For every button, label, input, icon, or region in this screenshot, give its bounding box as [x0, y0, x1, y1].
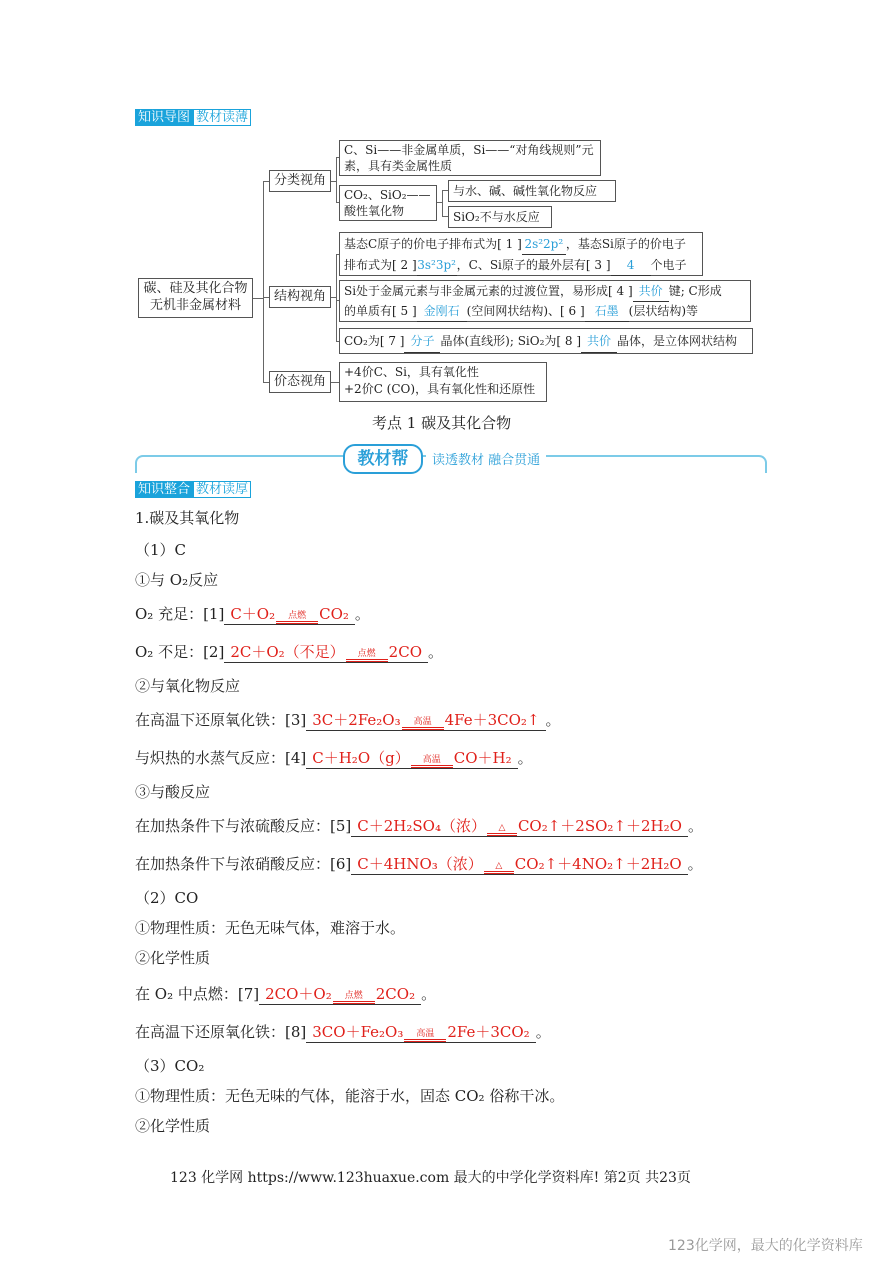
- condition: [487, 824, 517, 836]
- answer-8: 共价: [581, 330, 617, 353]
- cond-text: 高温: [422, 755, 441, 765]
- item-text: 与氧化物反应: [150, 677, 241, 695]
- answer-eq2: [224, 642, 428, 663]
- box-text: SiO₂不与水反应: [453, 210, 540, 224]
- line-steam: 与炽热的水蒸气反应：[4] C＋H₂O（g） 高温 CO＋H₂ 。: [135, 749, 533, 767]
- condition: [346, 650, 388, 662]
- item-oxide-reaction: [135, 676, 240, 696]
- valence-box: [339, 362, 547, 402]
- box-text: CO₂为[ 7 ]: [344, 334, 405, 348]
- branch-label: 结构视角: [274, 289, 327, 304]
- heading-carbon-oxides: 1.碳及其氧化物: [135, 509, 240, 527]
- branch-classify: [269, 170, 331, 192]
- eq-left: 3C＋2Fe₂O₃: [312, 711, 401, 729]
- eq-right: 2CO₂: [375, 985, 416, 1003]
- item-co2-physical: [135, 1086, 564, 1106]
- answer-eq3: [306, 710, 545, 731]
- item-text: 与 O₂反应: [150, 571, 219, 589]
- box-text: C、Si——非金属单质，Si——“对角线规则”元素，具有类金属性质: [344, 143, 594, 173]
- box-text: (空间网状结构)、[ 6 ]: [466, 304, 585, 318]
- item-text: 化学性质: [150, 1117, 211, 1135]
- cond-text: 点燃: [344, 991, 363, 1001]
- answer-eq7: [259, 984, 421, 1005]
- item-text: 与酸反应: [150, 783, 211, 801]
- box-text: +2价C (CO)，具有氧化性和还原性: [344, 382, 536, 396]
- line-label: 在 O₂ 中点燃：[7]: [135, 985, 260, 1003]
- cond-text: △: [495, 861, 503, 871]
- condition: [276, 612, 318, 624]
- circled-number: ②: [135, 677, 151, 695]
- answer-eq6: [351, 854, 687, 875]
- eq-right: 4Fe＋3CO₂↑: [444, 711, 540, 729]
- banner-sub: 读透教材 融合贯通: [426, 449, 546, 468]
- tag-label: 知识导图: [135, 109, 193, 126]
- answer-6: 石墨: [585, 302, 629, 322]
- eq-right: 2Fe＋3CO₂: [447, 1023, 530, 1041]
- item-co2-chemical: [135, 1116, 210, 1136]
- line-fe-reduction: 在高温下还原氧化铁：[3] 3C＋2Fe₂O₃ 高温 4Fe＋3CO₂↑ 。: [135, 711, 561, 729]
- box-text: +4价C、Si，具有氧化性: [344, 365, 479, 379]
- watermark: 123化学网，最大的化学资料库: [668, 1238, 863, 1254]
- tag-label: 知识整合: [135, 481, 193, 498]
- branch-label: 价态视角: [274, 374, 327, 389]
- eq-left: C＋H₂O（g）: [312, 749, 410, 767]
- eq-left: 2C＋O₂（不足）: [230, 643, 345, 661]
- root-text: 碳、硅及其化合物无机非金属材料: [143, 281, 248, 313]
- eq-right: 2CO: [388, 643, 422, 661]
- box-text: 排布式为[ 2 ]: [344, 258, 417, 272]
- box-text: 的单质有[ 5 ]: [344, 304, 417, 318]
- box-text: 晶体，是立体网状结构: [617, 334, 738, 348]
- root-box: [138, 278, 253, 318]
- line-o2-less: O₂ 不足：[2] 2C＋O₂（不足） 点燃 2CO 。: [135, 643, 444, 661]
- answer-7: 分子: [404, 330, 440, 353]
- answer-3: 4: [611, 255, 651, 276]
- circled-number: ①: [135, 919, 151, 937]
- condition: [404, 1030, 446, 1042]
- cond-text: △: [498, 823, 506, 833]
- line-label: O₂ 充足：[1]: [135, 605, 225, 623]
- knowledge-integrate-tag: [135, 481, 251, 498]
- tag-sub: 教材读薄: [193, 109, 251, 126]
- heading-co: （2）CO: [135, 889, 199, 907]
- answer-eq5: [351, 816, 688, 837]
- eq-left: 2CO＋O₂: [265, 985, 332, 1003]
- branch-label: 分类视角: [274, 173, 327, 188]
- eq-left: C＋2H₂SO₄（浓）: [357, 817, 486, 835]
- classify-box-3: [448, 180, 616, 202]
- line-co-fe: 在高温下还原氧化铁：[8] 3CO＋Fe₂O₃ 高温 2Fe＋3CO₂ 。: [135, 1023, 551, 1041]
- item-text: 化学性质: [150, 949, 211, 967]
- box-text: 个电子: [650, 258, 687, 272]
- structure-box-2: [339, 280, 751, 322]
- item-text: 物理性质：无色无味的气体，能溶于水，固态 CO₂ 俗称干冰。: [150, 1087, 565, 1105]
- line-label: 在加热条件下与浓硝酸反应：[6]: [135, 855, 352, 873]
- cond-text: 点燃: [288, 611, 307, 621]
- circled-number: ③: [135, 783, 151, 801]
- condition: [402, 718, 444, 730]
- circled-number: ①: [135, 571, 151, 589]
- item-o2-reaction: [135, 570, 218, 590]
- cond-text: 高温: [416, 1029, 435, 1039]
- answer-1: 2s²2p²: [522, 234, 566, 255]
- condition: [333, 992, 375, 1004]
- box-text: ，基态Si原子的价电子: [565, 237, 686, 251]
- heading-co2: （3）CO₂: [135, 1057, 205, 1075]
- line-label: O₂ 不足：[2]: [135, 643, 225, 661]
- eq-right: CO₂↑＋4NO₂↑＋2H₂O: [514, 855, 682, 873]
- condition: [411, 756, 453, 768]
- circled-number: ①: [135, 1087, 151, 1105]
- condition: [484, 862, 514, 874]
- branch-structure: [269, 286, 331, 308]
- answer-4: 共价: [633, 282, 669, 302]
- cond-text: 高温: [413, 717, 432, 727]
- answer-2: 3s²3p²: [417, 255, 457, 276]
- line-label: 在高温下还原氧化铁：[8]: [135, 1023, 307, 1041]
- line-co-burn: 在 O₂ 中点燃：[7] 2CO＋O₂ 点燃 2CO₂ 。: [135, 985, 437, 1003]
- line-o2-full: O₂ 充足：[1] C＋O₂ 点燃 CO₂ 。: [135, 605, 370, 623]
- answer-eq4: [306, 748, 517, 769]
- tag-sub: 教材读厚: [193, 481, 251, 498]
- circled-number: ②: [135, 949, 151, 967]
- eq-left: C＋4HNO₃（浓）: [357, 855, 483, 873]
- eq-right: CO₂: [319, 605, 349, 623]
- eq-left: 3CO＋Fe₂O₃: [312, 1023, 404, 1041]
- box-text: 基态C原子的价电子排布式为[ 1 ]: [344, 237, 522, 251]
- footer: 123 化学网 https://www.123huaxue.com 最大的中学化学资料库! 第2页 共23页: [170, 1170, 691, 1186]
- banner-title: 教材帮: [343, 444, 423, 474]
- eq-left: C＋O₂: [230, 605, 276, 623]
- structure-box-1: [339, 232, 703, 276]
- box-text: 与水、碱、碱性氧化物反应: [453, 184, 598, 198]
- box-text: 键; C形成: [668, 284, 722, 298]
- answer-eq1: [224, 604, 355, 625]
- knowledge-map-tag: [135, 109, 251, 126]
- box-text: ，C、Si原子的最外层有[ 3 ]: [456, 258, 611, 272]
- eq-right: CO＋H₂: [453, 749, 512, 767]
- answer-eq8: [306, 1022, 535, 1043]
- eq-right: CO₂↑＋2SO₂↑＋2H₂O: [517, 817, 682, 835]
- classify-box-2: [339, 185, 437, 221]
- line-label: 在高温下还原氧化铁：[3]: [135, 711, 307, 729]
- box-text: Si处于金属元素与非金属元素的过渡位置，易形成[ 4 ]: [344, 284, 633, 298]
- branch-valence: [269, 371, 331, 393]
- item-co-chemical: [135, 948, 210, 968]
- line-h2so4: 在加热条件下与浓硫酸反应：[5] C＋2H₂SO₄（浓） △ CO₂↑＋2SO₂↑＋2H₂O 。: [135, 817, 703, 835]
- classify-box-4: [448, 206, 552, 228]
- item-acid-reaction: [135, 782, 210, 802]
- answer-5: 金刚石: [417, 302, 467, 322]
- item-text: 物理性质：无色无味气体，难溶于水。: [150, 919, 406, 937]
- box-text: 晶体(直线形); SiO₂为[ 8 ]: [440, 334, 582, 348]
- line-hno3: 在加热条件下与浓硝酸反应：[6] C＋4HNO₃（浓） △ CO₂↑＋4NO₂↑＋2H₂O 。: [135, 855, 703, 873]
- heading-c: （1）C: [135, 541, 187, 559]
- classify-box-1: [339, 140, 601, 176]
- circled-number: ②: [135, 1117, 151, 1135]
- structure-box-3: [339, 328, 753, 354]
- box-text: (层状结构)等: [628, 304, 699, 318]
- cond-text: 点燃: [357, 649, 376, 659]
- section-title: 考点 1 碳及其化合物: [372, 414, 512, 432]
- line-label: 与炽热的水蒸气反应：[4]: [135, 749, 307, 767]
- item-co-physical: [135, 918, 405, 938]
- line-label: 在加热条件下与浓硫酸反应：[5]: [135, 817, 352, 835]
- box-text: CO₂、SiO₂——酸性氧化物: [344, 188, 431, 218]
